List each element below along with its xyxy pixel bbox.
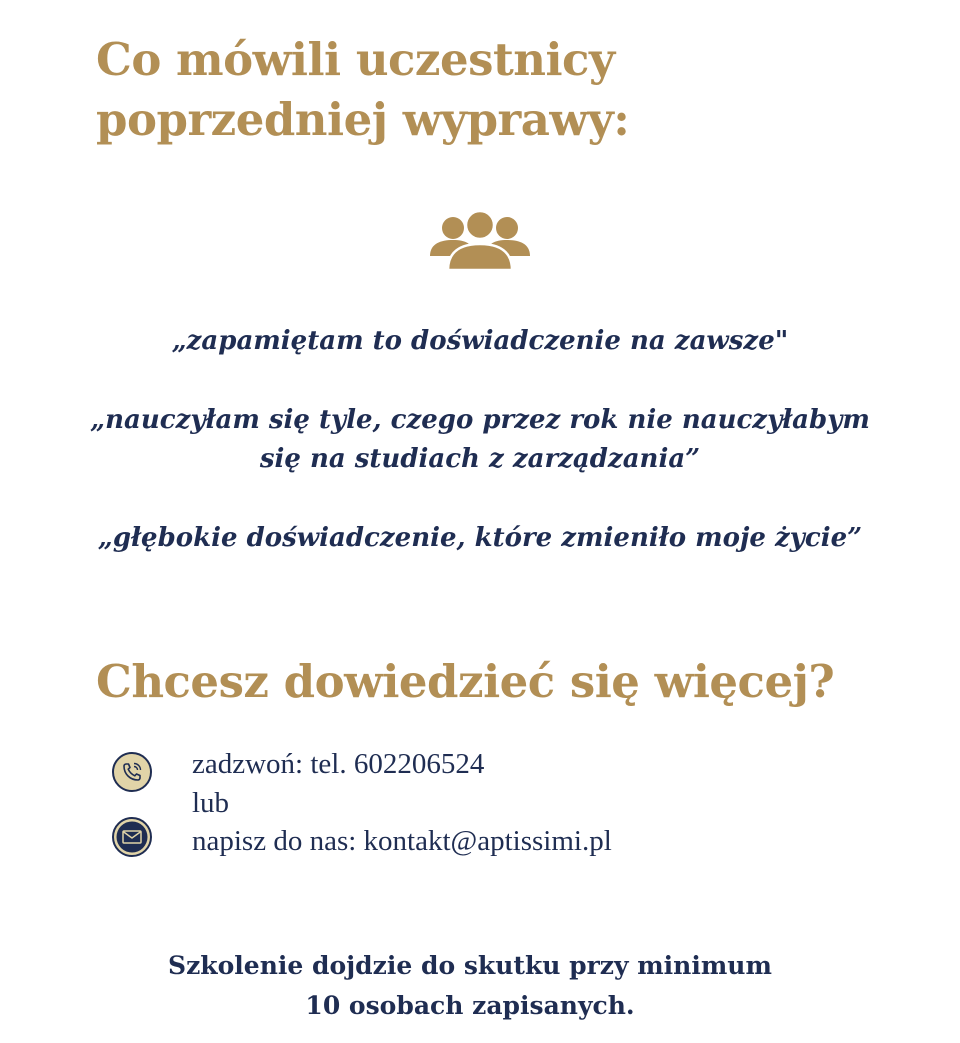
email-line[interactable]: napisz do nas: kontakt@aptissimi.pl xyxy=(192,825,612,857)
phone-icon[interactable] xyxy=(111,751,153,793)
footer-line-1: Szkolenie dojdzie do skutku przy minimum xyxy=(168,951,772,980)
phone-line[interactable]: zadzwoń: tel. 602206524 xyxy=(192,748,485,780)
testimonials-heading: Co mówili uczestnicy poprzedniej wyprawy: xyxy=(96,33,630,146)
testimonial-quote: „nauczyłam się tyle, czego przez rok nie nauczyłabym się na studiach z zarządzania” xyxy=(90,405,870,474)
contact-details xyxy=(192,745,612,861)
contact-heading: Chcesz dowiedzieć się więcej? xyxy=(96,655,835,708)
testimonial-quotes xyxy=(80,322,880,598)
minimum-participants-note xyxy=(100,946,840,1026)
or-line: lub xyxy=(192,786,230,819)
people-group-icon xyxy=(426,208,534,272)
testimonial-quote: „zapamiętam to doświadczenie na zawsze" xyxy=(171,326,789,356)
testimonial-quote: „głębokie doświadczenie, które zmieniło moje życie” xyxy=(97,523,863,553)
envelope-icon[interactable] xyxy=(111,816,153,858)
footer-line-2: 10 osobach zapisanych. xyxy=(305,991,635,1020)
